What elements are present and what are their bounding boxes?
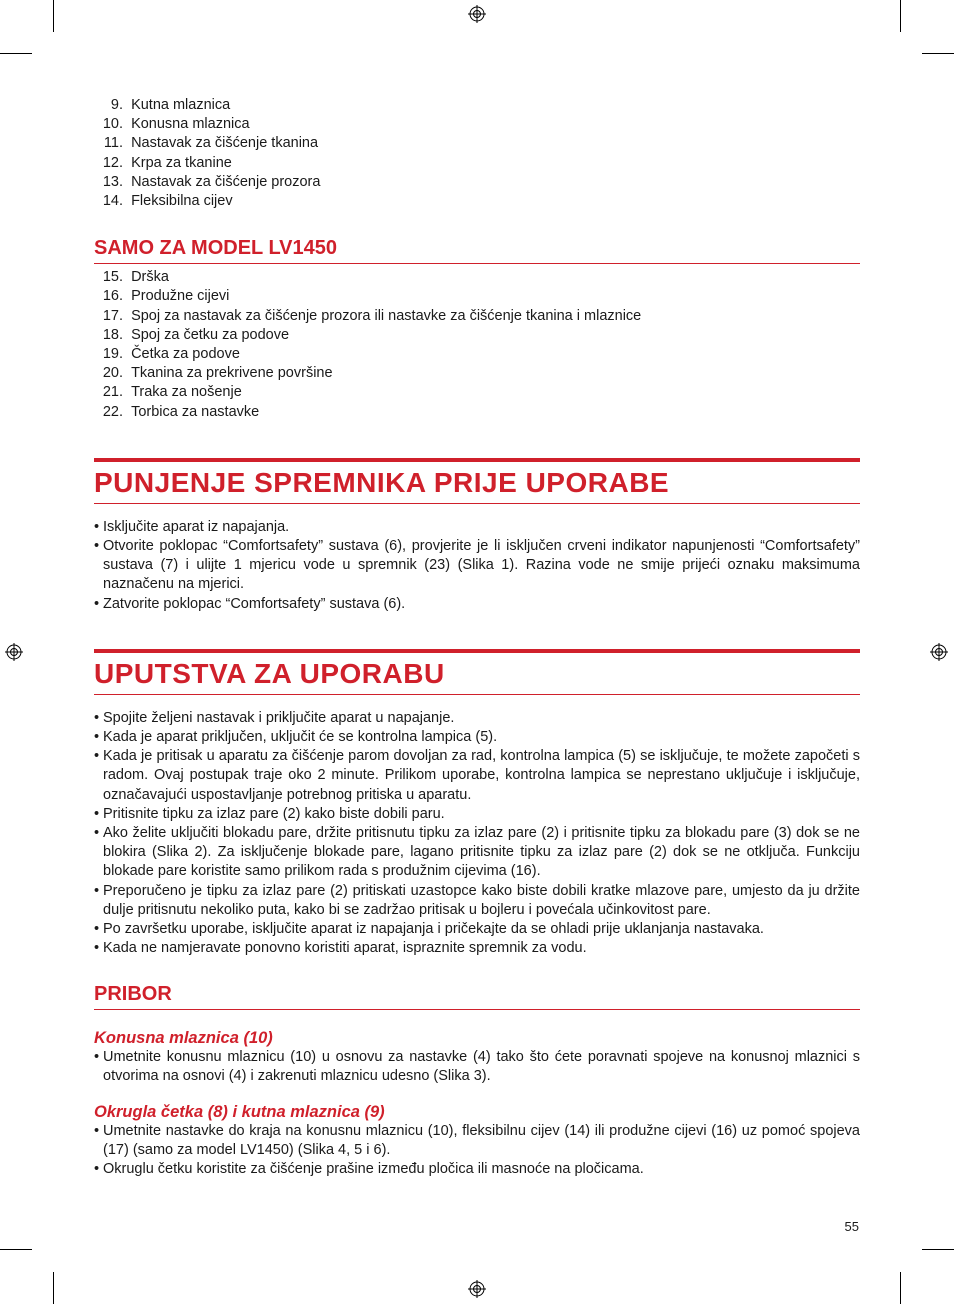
registration-mark-icon [930, 643, 948, 661]
list-item: 18. Spoj za četku za podove [102, 326, 290, 343]
list-item: 11. Nastavak za čišćenje tkanina [103, 135, 319, 152]
filling-section-title: PUNJENJE SPREMNIKA PRIJE UPORABE [94, 462, 860, 504]
list-item: • Kada je pritisak u aparatu za čišćenje parom dovoljan za rad, kontrolna lampica (5) se isključuje, te možete započeti s radom. Ovaj postupak traje oko 2 minute. Prilikom uporabe, kontrolna lampica se neprestano uključuje i isključuje, označavajući uspostavljanje potrebnog pritiska u aparatu. [94, 747, 860, 805]
list-item: • Po završetku uporabe, isključite aparat iz napajanja i pričekajte da se ohladi prije uklanjanja nastavaka. [94, 920, 860, 939]
list-item: • Kada je aparat priključen, uključit će se kontrolna lampica (5). [94, 728, 860, 747]
list-item: • Ako želite uključiti blokadu pare, držite pritisnutu tipku za izlaz pare (2) i pritisnite tipku za blokadu pare (3) dok se ne blokira (Slika 2). Za isključenje blokade pare, lagano pritisnite tipku za izlaz pare (2) dok se ne otključa. Funkciju blokade pare koristite samo prilikom rada s produžnim cijevima (16). [94, 824, 860, 882]
list-item: • Umetnite nastavke do kraja na konusnu mlaznicu (10), fleksibilnu cijev (14) ili produžne cijevi (16) uz pomoć spojeva (17) (samo za model LV1450) (Slika 4, 5 i 6). [94, 1122, 860, 1160]
crop-mark [922, 53, 954, 54]
crop-mark [0, 53, 32, 54]
list-item: • Kada ne namjeravate ponovno koristiti aparat, ispraznite spremnik za vodu. [94, 939, 860, 958]
list-item: 16. Produžne cijevi [102, 288, 230, 305]
usage-section [94, 649, 860, 695]
usage-bullets [94, 709, 860, 959]
accessory-bullets [94, 1122, 860, 1180]
list-item: • Isključite aparat iz napajanja. [94, 518, 860, 537]
list-item: 19. Četka za podove [102, 346, 240, 363]
list-item: • Pritisnite tipku za izlaz pare (2) kako biste dobili paru. [94, 805, 860, 824]
registration-mark-icon [468, 5, 486, 23]
list-item: 14. Fleksibilna cijev [102, 193, 233, 210]
filling-bullets [94, 518, 860, 614]
page-content [94, 96, 860, 1180]
model-section-title: SAMO ZA MODEL LV1450 [94, 237, 860, 264]
parts-list-top [94, 96, 860, 211]
crop-mark [53, 1272, 54, 1304]
crop-mark [900, 0, 901, 32]
list-item: 20. Tkanina za prekrivene površine [102, 365, 333, 382]
list-item: • Okruglu četku koristite za čišćenje prašine između pločica ili masnoće na pločicama. [94, 1160, 860, 1179]
crop-mark [922, 1249, 954, 1250]
accessory-subtitle: Okrugla četka (8) i kutna mlaznica (9) [94, 1102, 385, 1121]
crop-mark [0, 1249, 32, 1250]
crop-mark [900, 1272, 901, 1304]
registration-mark-icon [5, 643, 23, 661]
list-item: 12. Krpa za tkanine [102, 154, 232, 171]
list-item: 13. Nastavak za čišćenje prozora [102, 173, 321, 190]
usage-section-title: UPUTSTVA ZA UPORABU [94, 653, 860, 695]
accessories-section-title: PRIBOR [94, 983, 860, 1010]
list-item: • Umetnite konusnu mlaznicu (10) u osnovu za nastavke (4) tako što ćete poravnati spojeve na konusnoj mlaznici s otvorima na osnovi (4) i zakrenuti mlaznicu udesno (Slika 3). [94, 1048, 860, 1086]
page-number: 55 [844, 1219, 859, 1234]
list-item: 17. Spoj za nastavak za čišćenje prozora ili nastavke za čišćenje tkanina i mlaznice [102, 307, 642, 324]
accessory-bullets [94, 1048, 860, 1086]
list-item: 9. Kutna mlaznica [110, 97, 231, 113]
list-item: 22. Torbica za nastavke [102, 403, 260, 420]
list-item: 10. Konusna mlaznica [102, 116, 250, 133]
parts-list-model [94, 268, 860, 422]
list-item: 15. Drška [102, 269, 169, 286]
list-item: • Zatvorite poklopac “Comfortsafety” sustava (6). [94, 595, 860, 614]
filling-section [94, 458, 860, 504]
accessory-subtitle: Konusna mlaznica (10) [94, 1028, 273, 1047]
list-item: 21. Traka za nošenje [102, 384, 242, 401]
list-item: • Preporučeno je tipku za izlaz pare (2) pritiskati uzastopce kako biste dobili kratke mlazove pare, umjesto da ju držite dulje pritisnutu nekoliko puta, kako bi se zadržao pritisak u bojleru i povećala učinkovitost pare. [94, 882, 860, 920]
crop-mark [53, 0, 54, 32]
list-item: • Spojite željeni nastavak i priključite aparat u napajanje. [94, 709, 860, 728]
registration-mark-icon [468, 1280, 486, 1298]
list-item: • Otvorite poklopac “Comfortsafety” sustava (6), provjerite je li isključen crveni indikator napunjenosti “Comfortsafety” sustava (7) i ulijte 1 mjericu vode u spremnik (23) (Slika 1). Razina vode ne smije prijeći oznaku maksimuma naznačenu na mjerici. [94, 537, 860, 595]
